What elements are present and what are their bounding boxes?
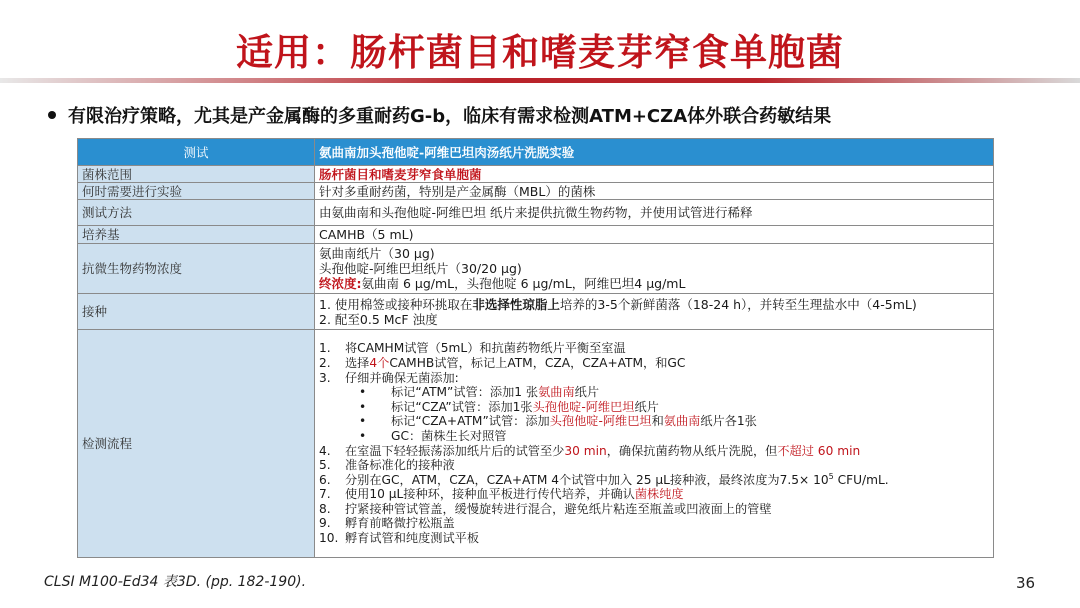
step-highlight: 菌株纯度 (634, 487, 684, 502)
step-text: 纸片 (574, 385, 600, 400)
inoculum-line-2: 2. 配至0.5 McF 浊度 (319, 311, 438, 327)
step-text: 标记“CZA+ATM”试管：添加 (391, 414, 550, 429)
step-text: 分别在GC，ATM，CZA，CZA+ATM 4个试管中加入 25 μL接种液，最终浓度为7.5× 10 (345, 472, 829, 487)
step-highlight: 头孢他啶-阿维巴坦 (532, 399, 635, 414)
inoculum-emphasis: 非选择性琼脂上 (472, 296, 560, 312)
key-point-text: 有限治疗策略，尤其是产金属酶的多重耐药G-b，临床有需求检测ATM+CZA体外联合药敏结果 (68, 106, 832, 127)
step-highlight: 头孢他啶-阿维巴坦 (549, 414, 652, 429)
list-item (319, 458, 989, 473)
list-item (319, 400, 989, 415)
row-label-conc: 抗微生物药物浓度 (78, 244, 315, 294)
table-row (78, 200, 994, 226)
step-text: 纸片 (634, 399, 659, 414)
step-text: 使用10 μL接种环，接种血平板进行传代培养，并确认 (345, 487, 635, 502)
table-row (78, 330, 994, 558)
page-number: 36 (1016, 574, 1036, 592)
step-text: 将CAMHM试管（5mL）和抗菌药物纸片平衡至室温 (345, 341, 626, 356)
header-label: 测试 (78, 139, 315, 166)
inoculum-line-1 (319, 297, 989, 312)
step-text: 准备标准化的接种液 (345, 458, 455, 473)
step-highlight: 不超过 60 min (777, 443, 861, 458)
step-number: 3. (319, 370, 331, 385)
row-value-method: 由氨曲南和头孢他啶-阿维巴坦 纸片来提供抗微生物药物，并使用试管进行稀释 (315, 200, 994, 226)
step-text: GC：菌株生长对照管 (391, 428, 507, 443)
bullet-icon: • (359, 414, 367, 429)
table-row (78, 226, 994, 244)
list-item (319, 385, 989, 400)
list-item (319, 473, 989, 488)
header-value: 氨曲南加头孢他啶-阿维巴坦肉汤纸片洗脱实验 (315, 139, 994, 166)
step-number: 8. (319, 501, 331, 516)
table-row (78, 166, 994, 183)
step-number: 5. (319, 458, 331, 473)
row-label-inoculum: 接种 (78, 294, 315, 330)
step-highlight: 氨曲南 (538, 385, 575, 400)
table-row (78, 294, 994, 330)
row-value-inoculum (315, 294, 994, 330)
list-item (319, 356, 989, 371)
step-text: 在室温下轻轻振荡添加纸片后的试管至少 (345, 443, 565, 458)
list-item (319, 414, 989, 429)
step-number: 10. (319, 531, 339, 546)
bullet-icon: • (359, 428, 367, 443)
step-text: 孵育前略微拧松瓶盖 (345, 516, 455, 531)
protocol-table (77, 138, 994, 558)
conc-final (319, 276, 989, 291)
bullet-icon: • (359, 399, 367, 414)
conc-line-2: 头孢他啶-阿维巴坦纸片（30/20 μg) (319, 261, 522, 276)
step-highlight: 氨曲南 (663, 414, 701, 429)
conc-line-1: 氨曲南纸片（30 μg) (319, 246, 435, 261)
row-value-medium: CAMHB（5 mL) (315, 226, 994, 244)
bullet-icon: • (359, 385, 367, 400)
row-label-medium: 培养基 (78, 226, 315, 244)
row-value-scope: 肠杆菌目和嗜麦芽窄食单胞菌 (315, 166, 994, 183)
step-number: 4. (319, 443, 331, 458)
row-value-procedure (315, 330, 994, 558)
list-item (319, 341, 989, 356)
step-text: 纸片各1张 (700, 414, 757, 429)
list-item (319, 371, 989, 386)
list-item (319, 487, 989, 502)
key-point (48, 102, 1048, 128)
step-text: CFU/mL. (833, 472, 889, 487)
bullet-dot-icon (48, 111, 56, 119)
step-text: CAMHB试管，标记上ATM，CZA，CZA+ATM，和GC (389, 355, 686, 370)
row-label-method: 测试方法 (78, 200, 315, 226)
step-text: 和 (651, 414, 664, 429)
table-row (78, 244, 994, 294)
title-divider (0, 78, 1080, 83)
row-value-when: 针对多重耐药菌，特别是产金属酶（MBL）的菌株 (315, 183, 994, 200)
slide-title: 适用：肠杆菌目和嗜麦芽窄食单胞菌 (236, 31, 844, 74)
list-item (319, 531, 989, 546)
conc-final-value: 氨曲南 6 μg/mL，头孢他啶 6 μg/mL，阿维巴坦4 μg/mL (361, 276, 686, 291)
step-highlight: 4个 (369, 355, 390, 370)
row-value-conc (315, 244, 994, 294)
list-item (319, 516, 989, 531)
table-header-row (78, 139, 994, 166)
step-number: 9. (319, 516, 331, 531)
citation: CLSI M100-Ed34 表3D. (pp. 182-190). (44, 574, 307, 590)
step-text: 拧紧接种管试管盖，缓慢旋转进行混合，避免纸片粘连至瓶盖或凹液面上的管壁 (345, 501, 772, 516)
step-number: 7. (319, 487, 331, 502)
step-text: ，确保抗菌药物从纸片洗脱，但 (606, 443, 778, 458)
step-text: 标记“CZA”试管：添加1张 (391, 399, 533, 414)
inoculum-text: 1. 使用棉签或接种环挑取在 (319, 296, 473, 312)
table-row (78, 183, 994, 200)
step-text: 标记“ATM”试管：添加1 张 (391, 385, 539, 400)
inoculum-text: 培养的3-5个新鲜菌落（18-24 h），并转至生理盐水中（4-5mL) (559, 296, 917, 312)
step-text: 仔细并确保无菌添加: (345, 370, 459, 385)
row-label-scope: 菌株范围 (78, 166, 315, 183)
step-number: 1. (319, 341, 331, 356)
step-text: 孵育试管和纯度测试平板 (345, 531, 480, 546)
list-item (319, 429, 989, 444)
step-number: 2. (319, 355, 331, 370)
list-item (319, 502, 989, 517)
procedure-steps (319, 341, 989, 545)
step-highlight: 30 min (564, 443, 607, 458)
step-exponent: 5 (828, 471, 834, 481)
row-label-procedure: 检测流程 (78, 330, 315, 558)
conc-final-label: 终浓度: (319, 276, 362, 291)
step-text: 选择 (345, 355, 370, 370)
list-item (319, 444, 989, 459)
row-label-when: 何时需要进行实验 (78, 183, 315, 200)
step-number: 6. (319, 472, 331, 487)
